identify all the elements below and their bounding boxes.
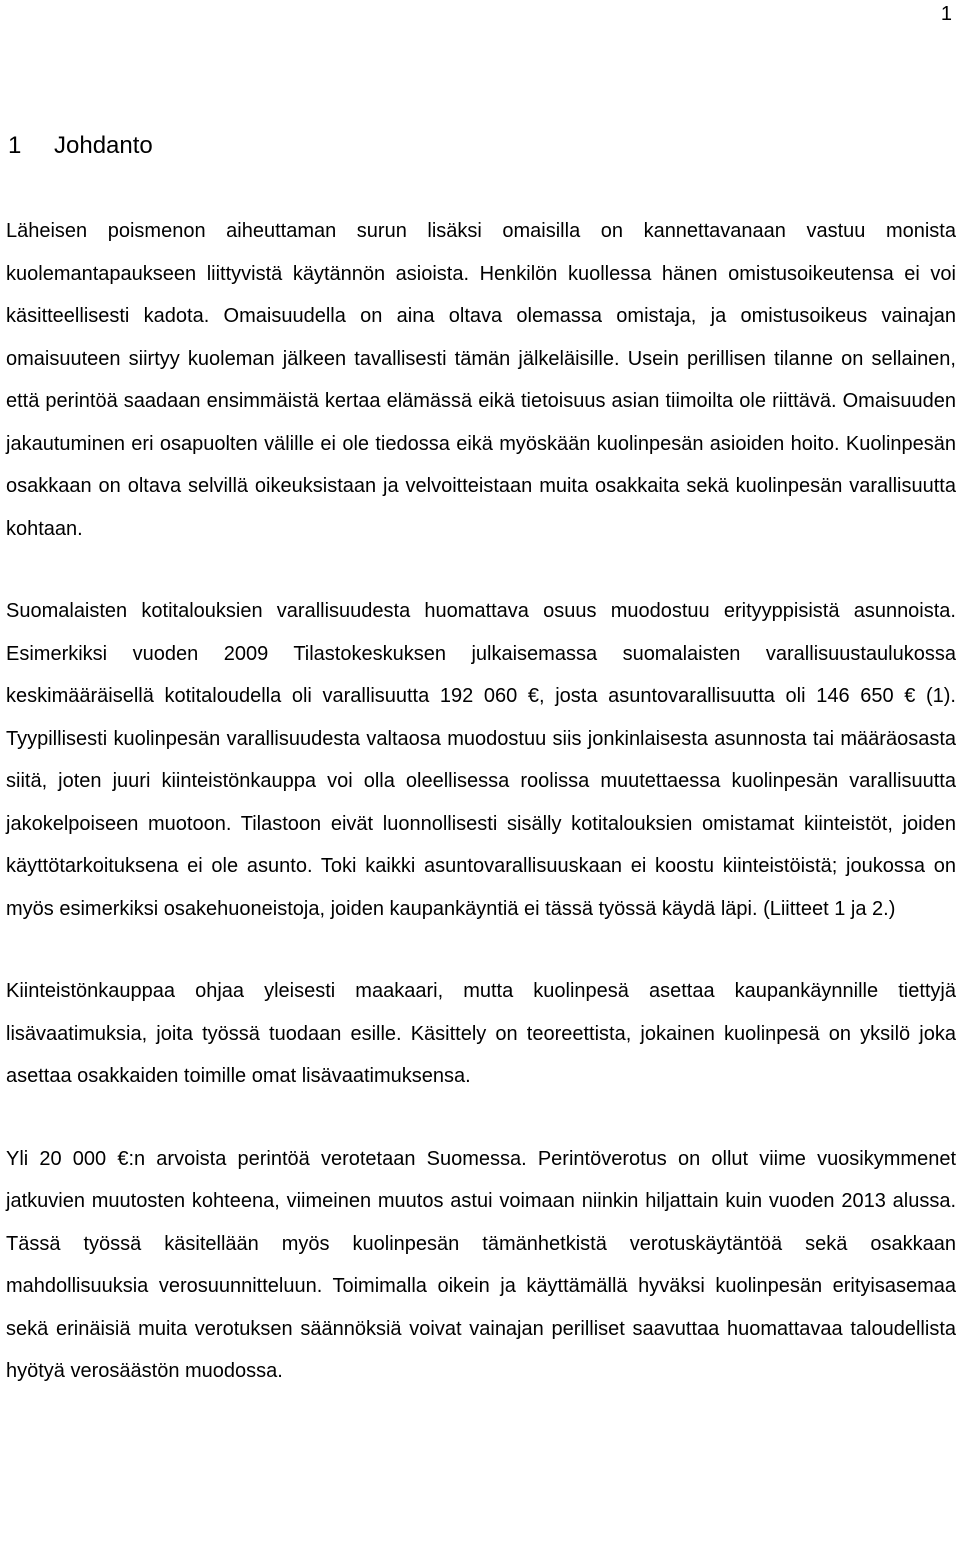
paragraph-intro: Läheisen poismenon aiheuttaman surun lisäksi omaisilla on kannettavanaan vastuu monista kuolemantapaukseen liittyvistä käytännön asioista. Henkilön kuollessa hänen omistusoikeutensa ei voi käsitteellisesti kadota. Omaisuudella on aina oltava olemassa omistaja, ja omistusoikeus vainajan omaisuuteen siirtyy kuoleman jälkeen tavallisesti tämän jälkeläisille. Usein perillisen tilanne on sellainen, että perintöä saadaan ensimmäistä kertaa elämässä eikä tietoisuus asian tiimoilta ole riittävä. Omaisuuden jakautuminen eri osapuolten välille ei ole tiedossa eikä myöskään kuolinpesän asioiden hoito. Kuolinpesän osakkaan on oltava selvillä oikeuksistaan ja velvoitteistaan muita osakkaita sekä kuolinpesän varallisuutta kohtaan. [6,220,956,540]
paragraph-wealth: Suomalaisten kotitalouksien varallisuudesta huomattava osuus muodostuu erityyppisistä asunnoista. Esimerkiksi vuoden 2009 Tilastokeskuksen julkaisemassa suomalaisten varallisuustaulukossa keskimääräisellä kotitaloudella oli varallisuutta 192 060 €, josta asuntovarallisuutta oli 146 650 € (1). Tyypillisesti kuolinpesän varallisuudesta valtaosa muodostuu siis jonkinlaisesta asunnosta tai määräosasta siitä, joten juuri kiinteistönkauppa voi olla oleellisessa roolissa muutettaessa kuolinpesän varallisuutta jakokelpoiseen muotoon. Tilastoon eivät luonnollisesti sisälly kotitalouksien omistamat kiinteistöt, joiden käyttötarkoituksena ei ole asunto. Toki kaikki asuntovarallisuuskaan ei koostu kiinteistöistä; joukossa on myös esimerkiksi osakehuoneistoja, joiden kaupankäyntiä ei tässä työssä käydä läpi. (Liitteet 1 ja 2.) [6,600,956,920]
paragraph-real-estate: Kiinteistönkauppaa ohjaa yleisesti maakaari, mutta kuolinpesä asettaa kaupankäynnille tiettyjä lisävaatimuksia, joita työssä tuodaan esille. Käsittely on teoreettista, jokainen kuolinpesä on yksilö joka asettaa osakkaiden toimille omat lisävaatimuksensa. [6,980,956,1087]
page-number: 1 [940,3,952,25]
section-title: Johdanto [54,132,153,159]
paragraph-taxation: Yli 20 000 €:n arvoista perintöä verotetaan Suomessa. Perintöverotus on ollut viime vuosikymmenet jatkuvien muutosten kohteena, viimeinen muutos astui voimaan niinkin hiljattain kuin vuoden 2013 alussa. Tässä työssä käsitellään myös kuolinpesän tämänhetkistä verotuskäytäntöä sekä osakkaan mahdollisuuksia verosuunnitteluun. Toimimalla oikein ja käyttämällä hyväksi kuolinpesän erityisasemaa sekä erinäisiä muita verotuksen säännöksiä voivat vainajan perilliset saavuttaa huomattavaa taloudellista hyötyä verosäästön muodossa. [6,1147,956,1382]
section-heading [8,130,153,162]
section-number: 1 [8,132,22,159]
body-text [6,210,956,1393]
